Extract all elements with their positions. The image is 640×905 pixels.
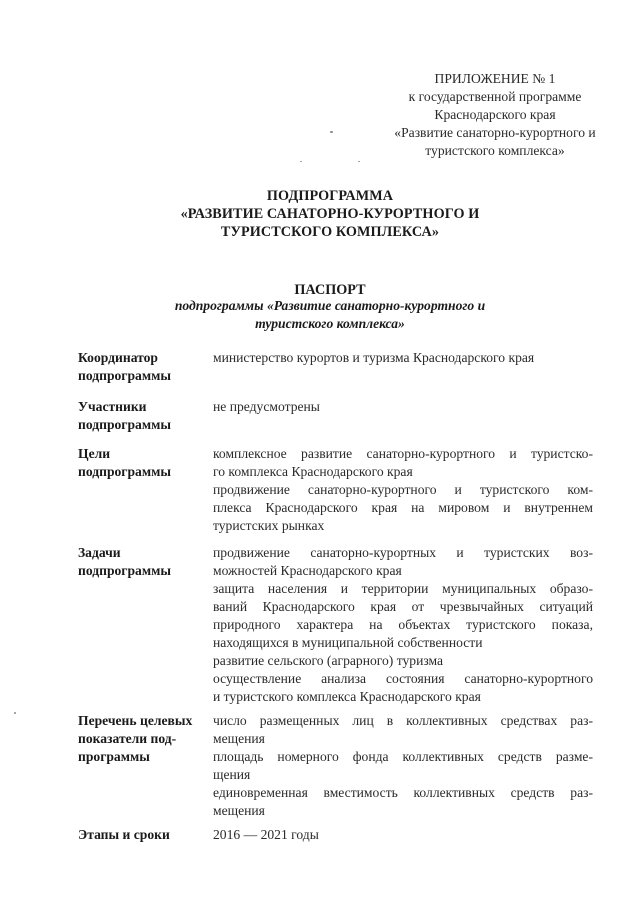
row-value-line: площадь номерного фонда коллективных средств разме- [213, 749, 593, 764]
appendix-line: туристского комплекса» [425, 143, 565, 158]
passport-heading: ПАСПОРТ [294, 282, 366, 298]
row-label-line: подпрограммы [78, 417, 171, 432]
scan-speck [358, 161, 360, 162]
row-value-line: ваний Краснодарского края от чрезвычайных ситуаций [213, 599, 593, 614]
row-value-line: туристских рынках [213, 518, 325, 533]
row-label [78, 445, 208, 481]
row-value-line: не предусмотрены [213, 399, 320, 414]
row-value-line: развитие сельского (аграрного) туризма [213, 653, 444, 668]
row-value-line: го комплекса Краснодарского края [213, 464, 413, 479]
row-label [78, 349, 208, 385]
row-value-line: 2016 — 2021 годы [213, 827, 319, 842]
row-value [213, 398, 593, 416]
row-value [213, 712, 593, 820]
appendix-line: ПРИЛОЖЕНИЕ № 1 [434, 71, 556, 86]
row-value-line: число размещенных лиц в коллективных средствах раз- [213, 713, 593, 728]
scan-speck [300, 161, 302, 162]
row-value-line: и туристского комплекса Краснодарского края [213, 689, 481, 704]
row-value [213, 445, 593, 535]
row-value-line: продвижение санаторно-курортного и туристского ком- [213, 482, 593, 497]
row-value-line: комплексное развитие санаторно-курортного и туристско- [213, 446, 593, 461]
passport-subtitle-line: подпрограммы «Развитие санаторно-курортного и [174, 298, 486, 313]
row-value-line: находящихся в муниципальной собственности [213, 635, 483, 650]
subprogram-title [90, 187, 570, 241]
row-value-line: министерство курортов и туризма Краснодарского края [213, 350, 535, 365]
row-label [78, 712, 208, 766]
row-value-line: мещения [213, 731, 265, 746]
row-label-line: Координатор [78, 350, 158, 365]
row-value-line: щения [213, 767, 251, 782]
subprogram-title-line: ТУРИСТСКОГО КОМПЛЕКСА» [220, 224, 440, 240]
row-value-line: мещения [213, 803, 265, 818]
passport-subtitle [90, 297, 570, 333]
row-label-line: показатели под- [78, 731, 177, 746]
row-value-line: можностей Краснодарского края [213, 563, 402, 578]
row-value-line: природного характера на объектах туристского показа, [213, 617, 593, 632]
row-value-line: осуществление анализа состояния санаторно-курортного [213, 671, 593, 686]
row-value-line: плекса Краснодарского края на мировом и внутреннем [213, 500, 593, 515]
appendix-line: Краснодарского края [434, 107, 556, 122]
row-label-line: Этапы и сроки [78, 827, 170, 842]
row-value [213, 349, 593, 367]
row-label-line: Перечень целевых [78, 713, 193, 728]
row-label-line: Задачи [78, 545, 121, 560]
row-label-line: Цели [78, 446, 111, 461]
scan-speck [14, 712, 16, 714]
row-label [78, 544, 208, 580]
subprogram-title-line: ПОДПРОГРАММА [266, 188, 394, 204]
row-label-line: Участники [78, 399, 147, 414]
row-label [78, 826, 208, 844]
row-value-line: защита населения и территории муниципальных образо- [213, 581, 593, 596]
row-value-line: единовременная вместимость коллективных средств раз- [213, 785, 593, 800]
row-label-line: подпрограммы [78, 368, 171, 383]
row-label-line: подпрограммы [78, 563, 171, 578]
row-label [78, 398, 208, 434]
row-value [213, 826, 593, 844]
appendix-line: «Развитие санаторно-курортного и [394, 125, 596, 140]
scan-speck [330, 131, 333, 133]
row-label-line: программы [78, 749, 150, 764]
subprogram-title-line: «РАЗВИТИЕ САНАТОРНО-КУРОРТНОГО И [180, 206, 480, 222]
passport-subtitle-line: туристского комплекса» [255, 316, 405, 331]
row-value [213, 544, 593, 706]
appendix-line: к государственной программе [408, 89, 582, 104]
row-value-line: продвижение санаторно-курортных и туристских воз- [213, 545, 593, 560]
row-label-line: подпрограммы [78, 464, 171, 479]
appendix-header [360, 70, 630, 160]
